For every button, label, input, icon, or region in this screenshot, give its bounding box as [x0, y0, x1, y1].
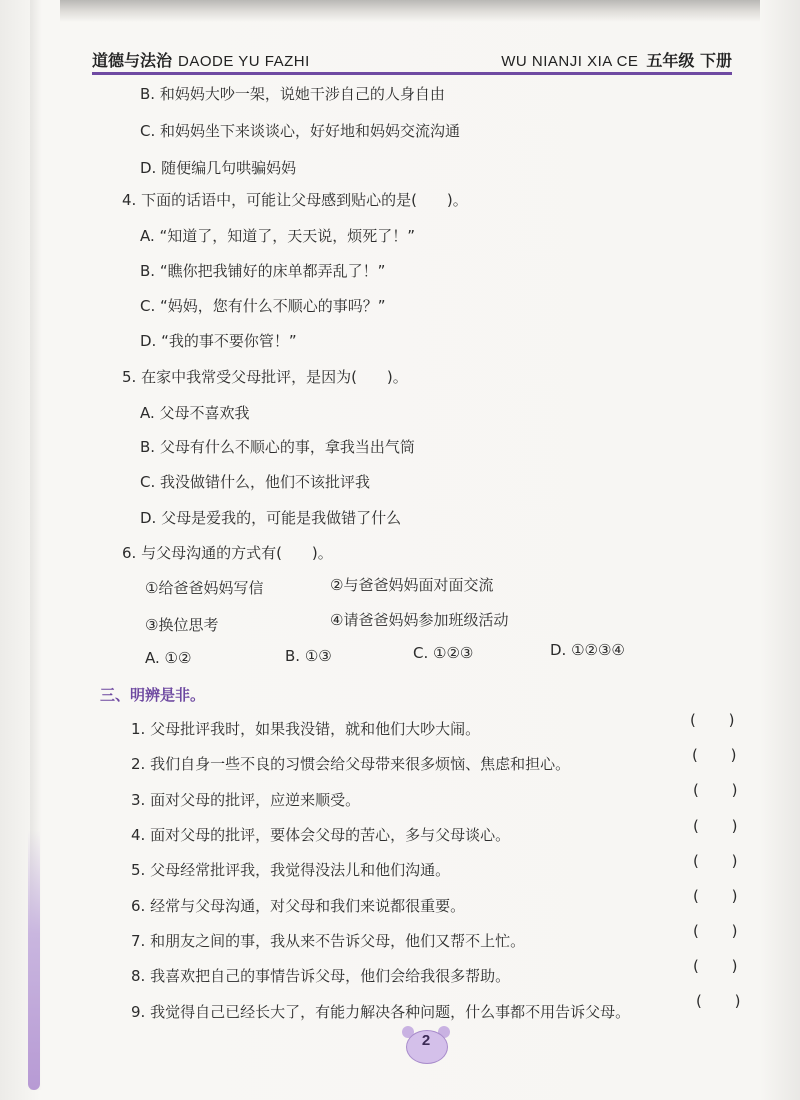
- page-number: 2: [421, 1032, 431, 1049]
- q3-option-b: B. 和妈妈大吵一架，说她干涉自己的人身自由: [140, 85, 445, 103]
- q6-item-1: ①给爸爸妈妈写信: [145, 579, 264, 597]
- q6-stem: 6. 与父母沟通的方式有( )。: [122, 544, 333, 562]
- header-title-latin: DAODE YU FAZHI: [178, 53, 310, 70]
- q4-stem: 4. 下面的话语中，可能让父母感到贴心的是( )。: [122, 191, 468, 209]
- page-header: [92, 48, 732, 74]
- s3-statement-3: 3. 面对父母的批评，应逆来顺受。: [131, 791, 361, 809]
- page-number-badge: [400, 1024, 452, 1064]
- q5-option-c: C. 我没做错什么，他们不该批评我: [140, 473, 371, 491]
- s3-answer-blank-6[interactable]: ( ): [693, 887, 752, 905]
- s3-answer-blank-5[interactable]: ( ): [693, 852, 752, 870]
- s3-statement-7: 7. 和朋友之间的事，我从来不告诉父母，他们又帮不上忙。: [131, 932, 526, 950]
- q6-choice-d: D. ①②③④: [550, 641, 625, 659]
- s3-answer-blank-2[interactable]: ( ): [692, 746, 751, 764]
- q6-choice-a: A. ①②: [145, 649, 192, 667]
- q4-option-b: B. “瞧你把我铺好的床单都弄乱了！”: [140, 262, 386, 280]
- q4-option-d: D. “我的事不要你管！”: [140, 332, 297, 350]
- header-left: [92, 48, 310, 71]
- s3-statement-9: 9. 我觉得自己已经长大了，有能力解决各种问题，什么事都不用告诉父母。: [131, 1003, 631, 1021]
- section-3-title: 三、明辨是非。: [100, 686, 206, 704]
- q4-option-a: A. “知道了，知道了，天天说，烦死了！”: [140, 227, 416, 245]
- header-grade-cn: 五年级 下册: [646, 51, 732, 70]
- s3-answer-blank-9[interactable]: ( ): [696, 992, 755, 1010]
- s3-answer-blank-1[interactable]: ( ): [690, 711, 749, 729]
- s3-answer-blank-7[interactable]: ( ): [693, 922, 752, 940]
- header-grade-latin: WU NIANJI XIA CE: [501, 53, 639, 70]
- q4-option-c: C. “妈妈，您有什么不顺心的事吗？”: [140, 297, 386, 315]
- q3-option-d: D. 随便编几句哄骗妈妈: [140, 159, 297, 177]
- q6-choice-b: B. ①③: [285, 647, 332, 665]
- s3-statement-6: 6. 经常与父母沟通，对父母和我们来说都很重要。: [131, 897, 466, 915]
- q6-choice-c: C. ①②③: [413, 644, 474, 662]
- q5-option-d: D. 父母是爱我的，可能是我做错了什么: [140, 509, 402, 527]
- s3-answer-blank-4[interactable]: ( ): [693, 817, 752, 835]
- q5-option-a: A. 父母不喜欢我: [140, 404, 250, 422]
- q5-option-b: B. 父母有什么不顺心的事，拿我当出气筒: [140, 438, 415, 456]
- q5-stem: 5. 在家中我常受父母批评，是因为( )。: [122, 368, 408, 386]
- q6-item-2: ②与爸爸妈妈面对面交流: [330, 576, 494, 594]
- s3-statement-4: 4. 面对父母的批评，要体会父母的苦心，多与父母谈心。: [131, 826, 511, 844]
- purple-edge-decoration: [28, 830, 40, 1090]
- s3-statement-2: 2. 我们自身一些不良的习惯会给父母带来很多烦恼、焦虑和担心。: [131, 755, 571, 773]
- s3-answer-blank-3[interactable]: ( ): [693, 781, 752, 799]
- s3-statement-1: 1. 父母批评我时，如果我没错，就和他们大吵大闹。: [131, 720, 481, 738]
- q3-option-c: C. 和妈妈坐下来谈谈心，好好地和妈妈交流沟通: [140, 122, 461, 140]
- header-rule: [92, 72, 732, 75]
- header-right: [501, 48, 732, 71]
- s3-statement-8: 8. 我喜欢把自己的事情告诉父母，他们会给我很多帮助。: [131, 967, 511, 985]
- s3-answer-blank-8[interactable]: ( ): [693, 957, 752, 975]
- s3-statement-5: 5. 父母经常批评我，我觉得没法儿和他们沟通。: [131, 861, 451, 879]
- q6-item-3: ③换位思考: [145, 616, 219, 634]
- q6-item-4: ④请爸爸妈妈参加班级活动: [330, 611, 509, 629]
- scan-shadow: [60, 0, 760, 22]
- header-title-cn: 道德与法治: [92, 51, 173, 70]
